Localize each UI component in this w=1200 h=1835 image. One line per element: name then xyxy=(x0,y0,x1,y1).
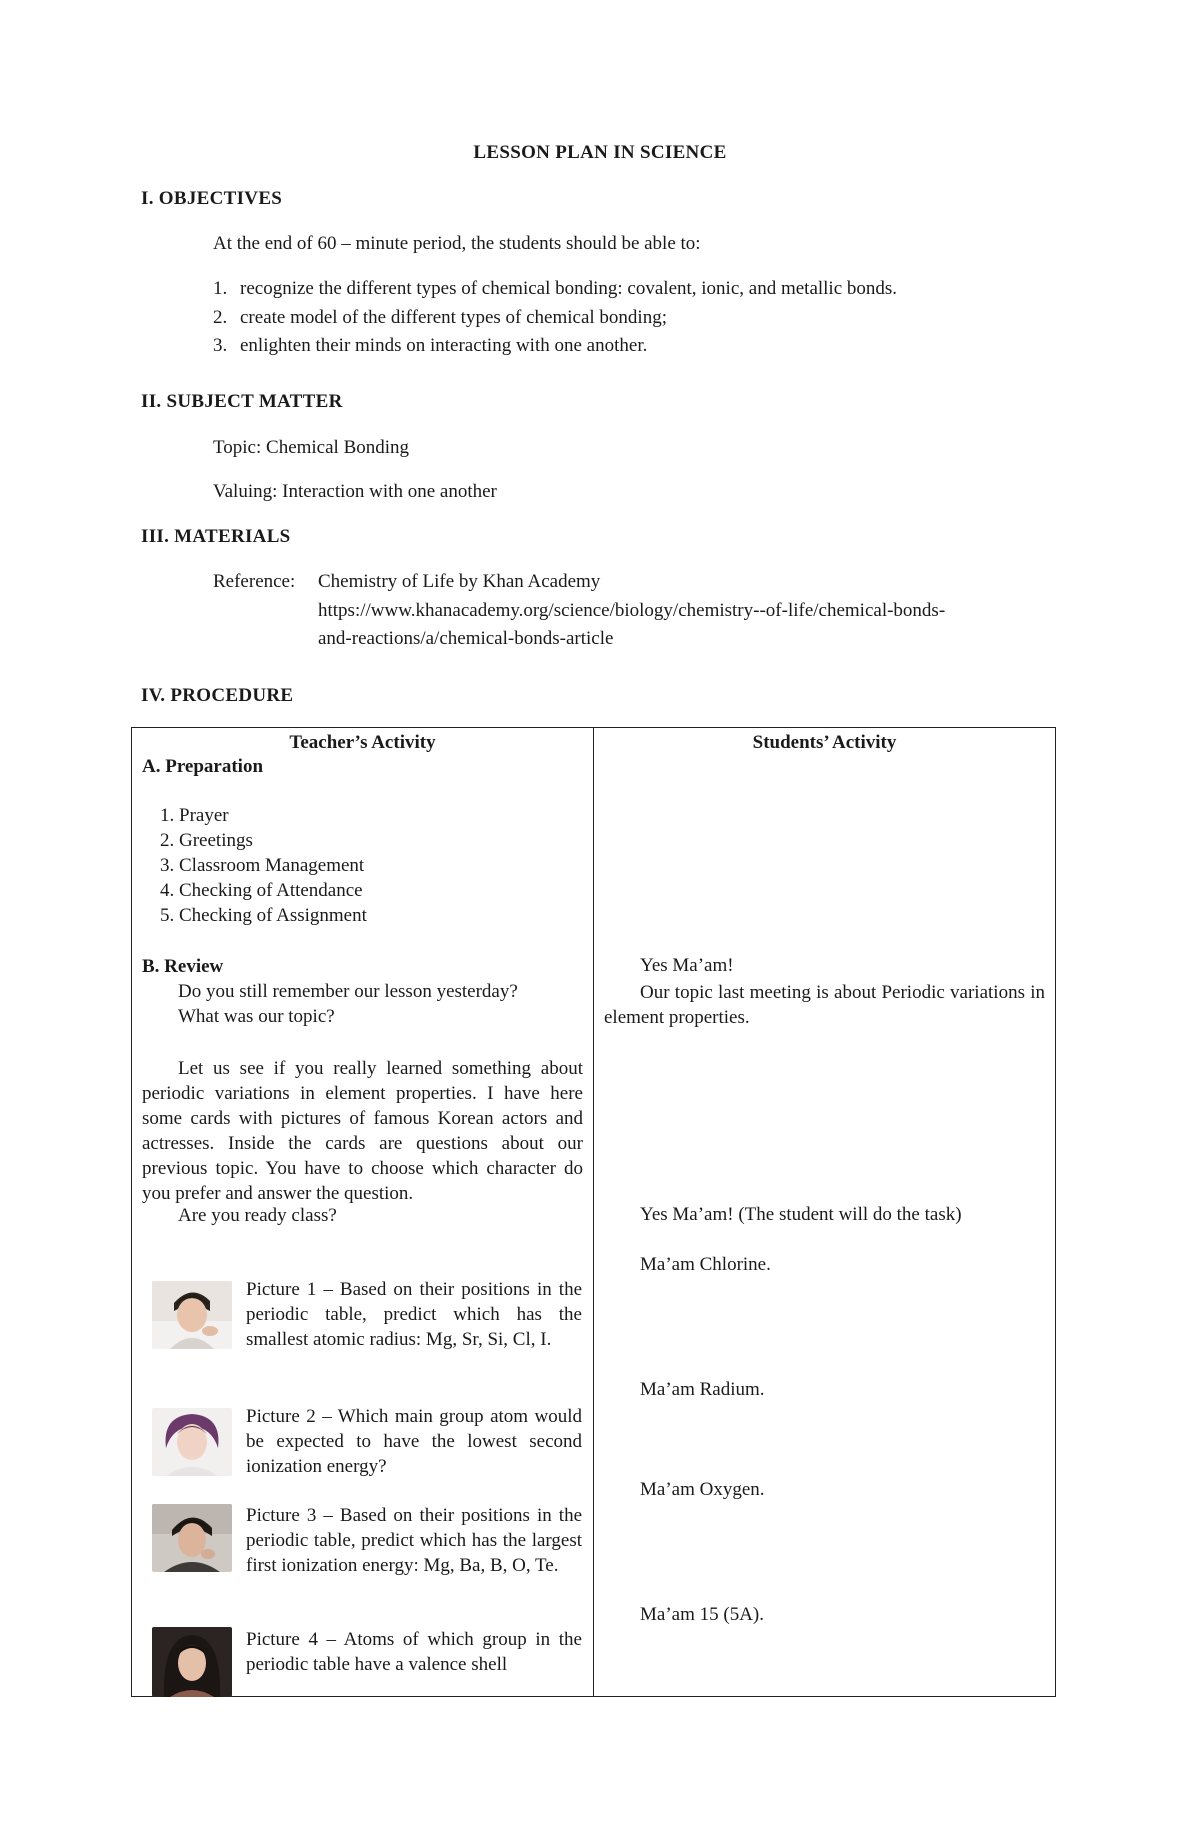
teacher-column xyxy=(132,728,594,1697)
objective-number: 1. xyxy=(213,278,228,299)
objectives-heading: I. OBJECTIVES xyxy=(141,188,283,209)
picture-question: Picture 4 – Atoms of which group in the periodic table have a valence shell xyxy=(246,1629,582,1675)
reference-url-line1[interactable]: https://www.khanacademy.org/science/biology/chemistry--of-life/chemical-bonds- xyxy=(318,600,946,621)
objective-number: 2. xyxy=(213,307,228,328)
preparation-heading: A. Preparation xyxy=(142,756,264,777)
objective-text: recognize the different types of chemical bonding: covalent, ionic, and metallic bonds. xyxy=(240,278,898,299)
student-answer-1: Ma’am Chlorine. xyxy=(640,1254,771,1275)
subject-matter-heading: II. SUBJECT MATTER xyxy=(141,391,343,412)
preparation-item: 2. Greetings xyxy=(160,830,253,851)
picture-question: Picture 1 – Based on their positions in the periodic table, predict which has the smallest atomic radius: Mg, Sr, Si, Cl, I. xyxy=(246,1279,582,1350)
student-answer-yes: Yes Ma’am! xyxy=(640,955,734,976)
materials-heading: III. MATERIALS xyxy=(141,526,291,547)
student-answer-3: Ma’am Oxygen. xyxy=(640,1479,765,1500)
reference-title: Chemistry of Life by Khan Academy xyxy=(318,571,601,592)
preparation-item: 3. Classroom Management xyxy=(160,855,365,876)
objective-text: create model of the different types of chemical bonding; xyxy=(240,307,667,328)
review-heading: B. Review xyxy=(142,956,224,977)
teacher-activity-header: Teacher’s Activity xyxy=(289,732,436,753)
ready-question: Are you ready class? xyxy=(178,1205,337,1226)
student-answer-topic: Our topic last meeting is about Periodic variations in element properties. xyxy=(604,982,1045,1028)
review-paragraph: Let us see if you really learned something about periodic variations in element properties. I have here some cards with pictures of famous Korean actors and actresses. Inside the cards are questions about our previous topic. You have to choose which character do you prefer and answer the question. xyxy=(142,1058,583,1204)
student-answer-2: Ma’am Radium. xyxy=(640,1379,765,1400)
subject-topic: Topic: Chemical Bonding xyxy=(213,437,410,458)
procedure-heading: IV. PROCEDURE xyxy=(141,685,294,706)
reference-label: Reference: xyxy=(213,571,296,592)
student-answer-4: Ma’am 15 (5A). xyxy=(640,1604,764,1625)
preparation-item: 4. Checking of Attendance xyxy=(160,880,363,901)
page-title: LESSON PLAN IN SCIENCE xyxy=(473,142,727,163)
student-activity-header: Students’ Activity xyxy=(752,732,897,753)
objective-text: enlighten their minds on interacting with one another. xyxy=(240,335,648,356)
portrait-photo-icon xyxy=(152,1504,232,1572)
objective-number: 3. xyxy=(213,335,228,356)
review-question-2: What was our topic? xyxy=(178,1006,335,1027)
review-question-1: Do you still remember our lesson yesterday? xyxy=(178,981,518,1002)
picture-question: Picture 3 – Based on their positions in the periodic table, predict which has the largest first ionization energy: Mg, Ba, B, O, Te. xyxy=(246,1505,582,1576)
student-answer-ready: Yes Ma’am! (The student will do the task) xyxy=(640,1204,962,1225)
portrait-photo-icon xyxy=(152,1281,232,1349)
subject-valuing: Valuing: Interaction with one another xyxy=(213,481,497,502)
objective-item xyxy=(213,335,647,357)
preparation-item: 5. Checking of Assignment xyxy=(160,905,367,926)
portrait-photo-icon xyxy=(152,1627,232,1697)
picture-question: Picture 2 – Which main group atom would be expected to have the lowest second ionization energy? xyxy=(246,1406,582,1477)
procedure-table xyxy=(131,727,1056,1697)
reference-url-line2[interactable]: and-reactions/a/chemical-bonds-article xyxy=(318,628,614,649)
objective-item xyxy=(213,278,897,300)
objectives-intro: At the end of 60 – minute period, the students should be able to: xyxy=(213,233,701,254)
objective-item xyxy=(213,307,667,329)
preparation-item: 1. Prayer xyxy=(160,805,229,826)
portrait-photo-icon xyxy=(152,1408,232,1476)
student-column xyxy=(594,728,1056,1697)
